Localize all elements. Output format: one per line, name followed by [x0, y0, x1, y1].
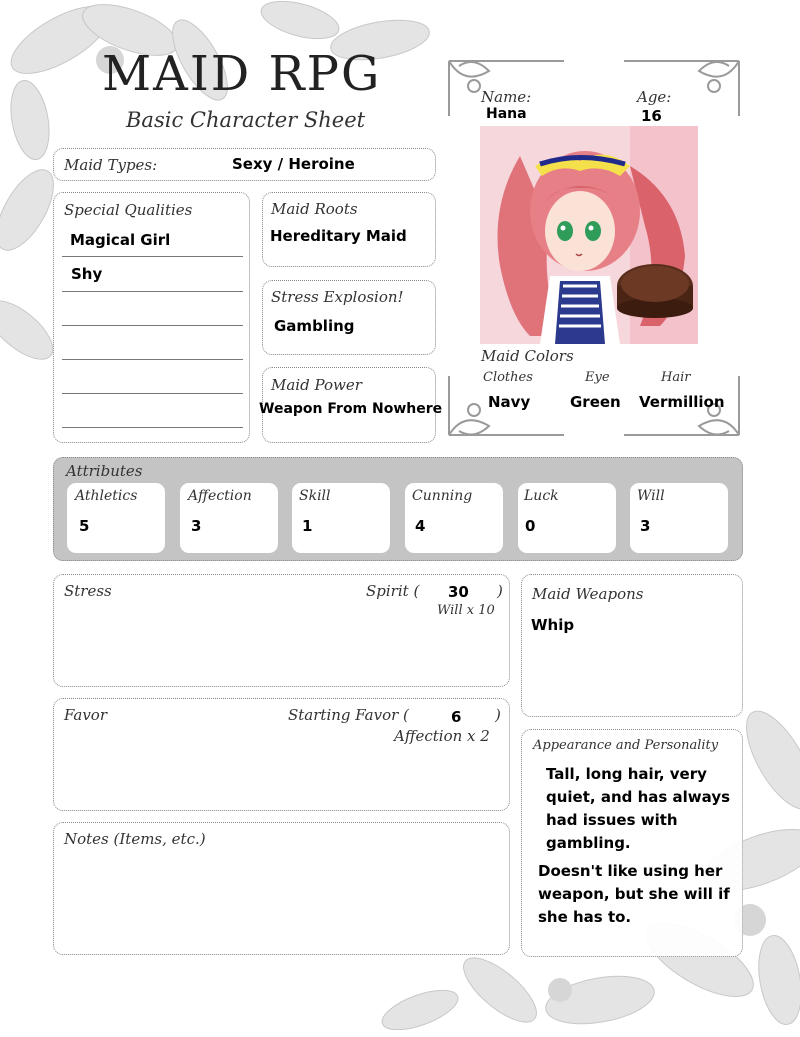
favor-box: [53, 698, 510, 811]
age-value: 16: [641, 107, 662, 125]
attribute-name: Affection: [188, 488, 252, 504]
stress-explosion-label: Stress Explosion!: [271, 288, 404, 306]
attribute-name: Luck: [524, 488, 559, 504]
attributes-label: Attributes: [66, 462, 143, 480]
maid-roots-label: Maid Roots: [271, 200, 358, 218]
clothes-value: Navy: [488, 393, 531, 411]
page-subtitle: Basic Character Sheet: [126, 108, 366, 132]
appearance-line: had issues with: [546, 811, 678, 829]
appearance-line: Tall, long hair, very: [546, 765, 707, 783]
stress-explosion-value: Gambling: [274, 317, 355, 335]
appearance-line: quiet, and has always: [546, 788, 731, 806]
notes-label: Notes (Items, etc.): [64, 830, 206, 848]
maid-colors-label: Maid Colors: [481, 347, 574, 365]
eye-label: Eye: [585, 370, 610, 385]
attribute-name: Athletics: [75, 488, 138, 504]
appearance-line: she has to.: [538, 908, 632, 926]
favor-formula: Affection x 2: [394, 727, 490, 745]
spirit-label: Spirit (: [366, 582, 420, 600]
maid-types-value: Sexy / Heroine: [232, 155, 355, 173]
hair-label: Hair: [661, 370, 691, 385]
hair-value: Vermillion: [639, 393, 725, 411]
quality-line: [62, 427, 243, 428]
maid-weapons-label: Maid Weapons: [532, 585, 644, 603]
maid-power-value: Weapon From Nowhere: [259, 401, 443, 417]
attribute-value: 0: [525, 517, 536, 535]
spirit-formula: Will x 10: [437, 603, 495, 618]
appearance-line: weapon, but she will if: [538, 885, 730, 903]
appearance-label: Appearance and Personality: [533, 738, 719, 753]
quality-line: [62, 393, 243, 394]
attribute-value: 3: [191, 517, 202, 535]
quality-line: [62, 359, 243, 360]
starting-favor-value: 6: [451, 708, 462, 726]
clothes-label: Clothes: [483, 370, 533, 385]
starting-favor-label: Starting Favor (: [288, 706, 409, 724]
attribute-name: Skill: [299, 488, 331, 504]
attribute-value: 3: [640, 517, 651, 535]
eye-value: Green: [570, 393, 621, 411]
special-qualities-box: [53, 192, 250, 443]
appearance-line: Doesn't like using her: [538, 862, 723, 880]
maid-types-label: Maid Types:: [64, 156, 158, 174]
special-quality-1: Magical Girl: [70, 231, 171, 249]
stress-label: Stress: [64, 582, 112, 600]
quality-line: [62, 256, 243, 257]
stress-box: [53, 574, 510, 687]
quality-line: [62, 325, 243, 326]
page-title: MAID RPG: [102, 46, 382, 102]
special-qualities-label: Special Qualities: [64, 201, 193, 219]
starting-favor-close: ): [495, 706, 501, 724]
attribute-value: 5: [79, 517, 90, 535]
attribute-value: 1: [302, 517, 313, 535]
attribute-value: 4: [415, 517, 426, 535]
maid-power-label: Maid Power: [271, 376, 362, 394]
maid-roots-value: Hereditary Maid: [270, 227, 407, 245]
name-label: Name:: [481, 88, 532, 106]
age-label: Age:: [637, 88, 672, 106]
favor-label: Favor: [64, 706, 108, 724]
quality-line: [62, 291, 243, 292]
character-portrait: [480, 126, 698, 344]
appearance-line: gambling.: [546, 834, 631, 852]
attribute-name: Will: [637, 488, 665, 504]
spirit-value: 30: [448, 583, 469, 601]
name-value: Hana: [486, 106, 527, 122]
maid-weapons-value: Whip: [531, 616, 575, 634]
special-quality-2: Shy: [71, 265, 103, 283]
attribute-name: Cunning: [412, 488, 473, 504]
spirit-close: ): [497, 582, 503, 600]
